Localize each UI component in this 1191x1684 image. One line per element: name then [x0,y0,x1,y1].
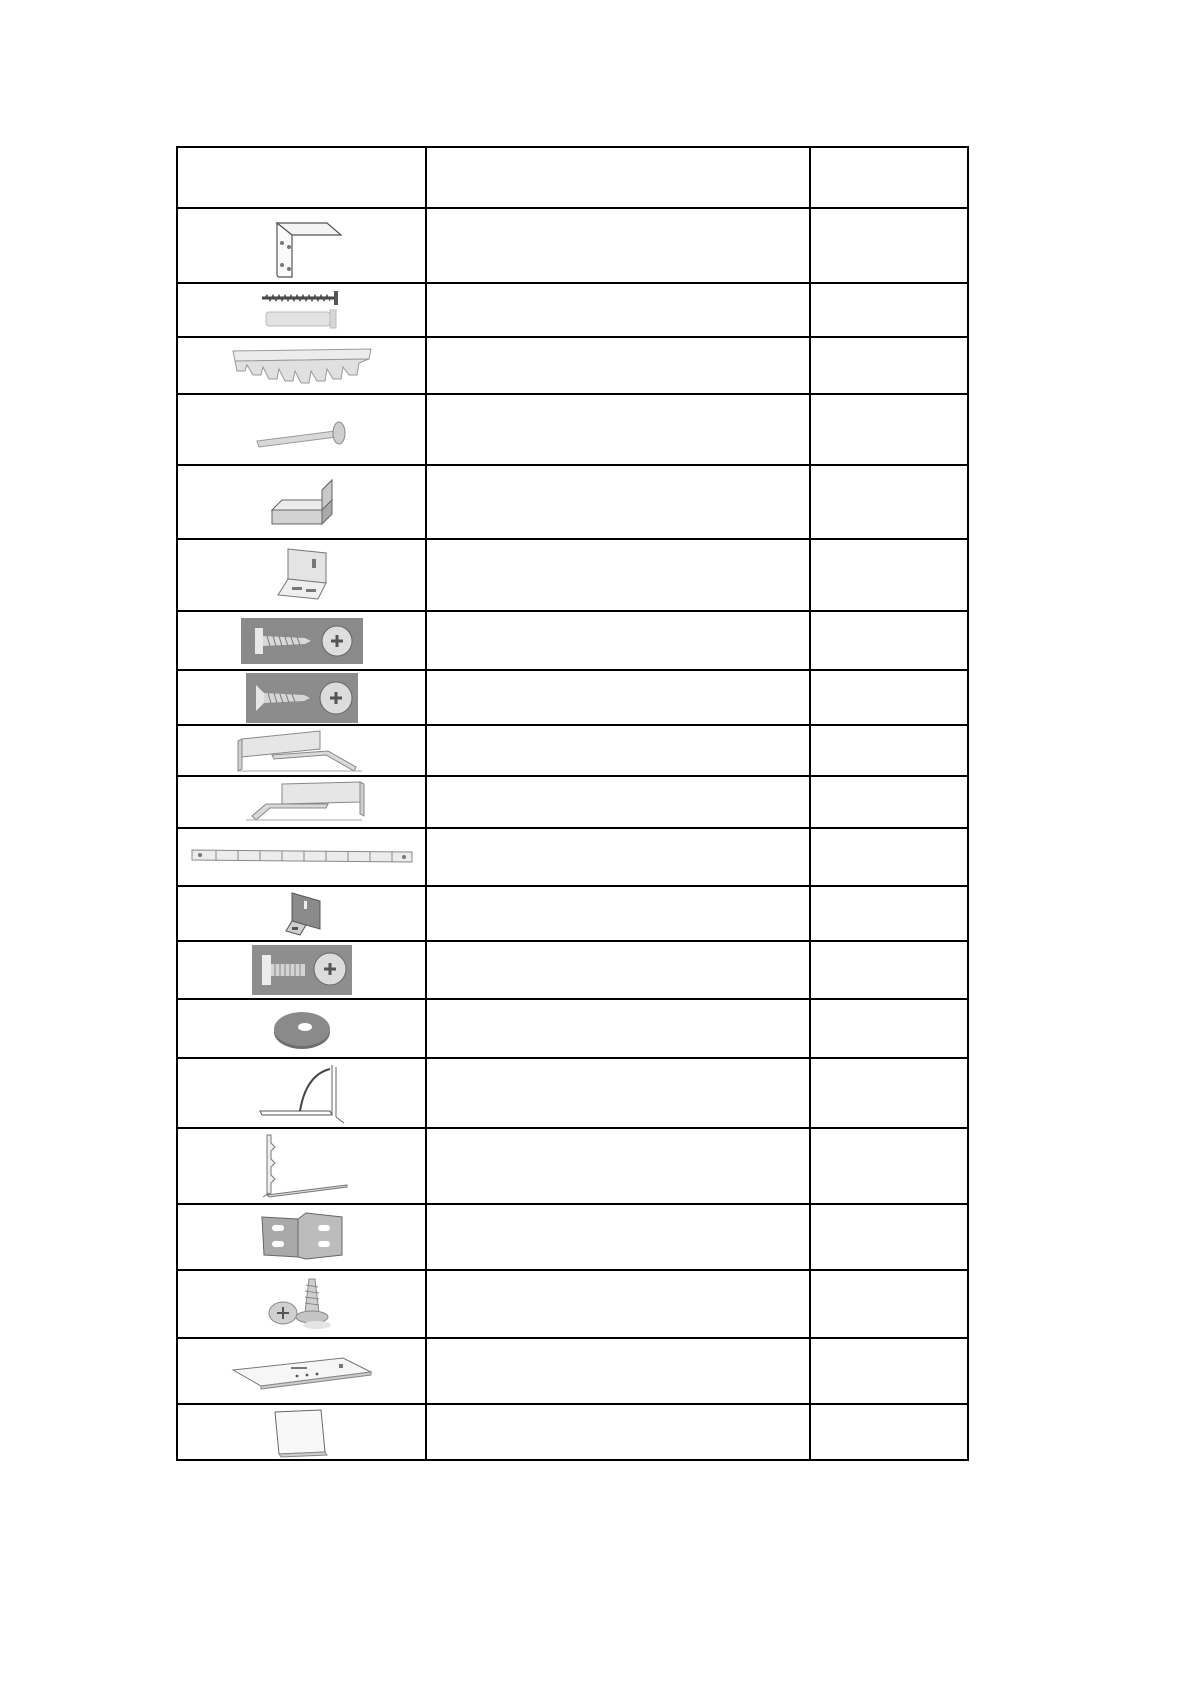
part-quantity-cell [810,776,968,828]
part-description-cell [426,337,810,394]
part-image-cell [177,999,426,1058]
part-image-cell [177,1338,426,1404]
part-quantity-cell [810,1270,968,1338]
table-row [177,670,968,725]
slotted-angle-bracket-icon [252,543,352,607]
part-quantity-cell [810,208,968,283]
part-image-cell [177,1128,426,1204]
part-quantity-cell [810,1204,968,1270]
part-description-cell [426,1270,810,1338]
part-description-cell [426,1128,810,1204]
part-description-cell [426,465,810,539]
part-description-cell [426,999,810,1058]
table-row [177,1128,968,1204]
part-image-cell [177,776,426,828]
long-bolt-icon [247,405,357,455]
part-image-cell [177,337,426,394]
notched-angle-profile-icon [247,1131,357,1201]
part-quantity-cell [810,283,968,337]
part-image-cell [177,1404,426,1460]
part-description-cell [426,670,810,725]
hook-rail-left-icon [232,727,372,775]
table-row [177,999,968,1058]
part-image-cell [177,670,426,725]
part-description-cell [426,283,810,337]
table-row [177,1058,968,1128]
table-row [177,465,968,539]
curved-corner-profile-icon [252,1061,352,1125]
part-description-cell [426,394,810,465]
table-row [177,1270,968,1338]
part-quantity-cell [810,886,968,941]
angle-block-icon [252,470,352,534]
part-image-cell [177,941,426,999]
table-row [177,394,968,465]
table-row [177,941,968,999]
part-description-cell [426,539,810,611]
part-description-cell [426,1204,810,1270]
part-image-cell [177,611,426,670]
flat-panel-plate-icon [227,1348,377,1394]
part-image-cell [177,1270,426,1338]
square-pad-icon [267,1406,337,1458]
part-quantity-cell [810,539,968,611]
part-description-cell [426,1058,810,1128]
part-quantity-cell [810,611,968,670]
part-quantity-cell [810,725,968,776]
part-image-cell [177,886,426,941]
hook-rail-right-icon [232,778,372,826]
small-slotted-bracket-icon [262,889,342,939]
table-row [177,1404,968,1460]
part-quantity-cell [810,337,968,394]
toothed-rack-strip-icon [227,341,377,391]
part-description-cell [426,208,810,283]
parts-table [176,146,969,1461]
header-description-cell [426,147,810,208]
part-image-cell [177,283,426,337]
hinge-plate-icon [252,1209,352,1265]
header-quantity-cell [810,147,968,208]
part-image-cell [177,1058,426,1128]
part-quantity-cell [810,1338,968,1404]
part-quantity-cell [810,941,968,999]
header-image-cell [177,147,426,208]
countersunk-screw-icon [246,673,358,723]
flat-bar-strip-icon [190,842,414,872]
part-quantity-cell [810,999,968,1058]
l-bracket-icon [257,211,347,281]
part-description-cell [426,941,810,999]
table-row [177,539,968,611]
part-quantity-cell [810,1404,968,1460]
part-image-cell [177,208,426,283]
table-row [177,611,968,670]
table-row [177,208,968,283]
table-row [177,776,968,828]
part-description-cell [426,1404,810,1460]
table-row [177,828,968,886]
table-row [177,337,968,394]
header-row [177,147,968,208]
self-tapping-screws-icon [257,1273,347,1335]
table-row [177,1338,968,1404]
part-description-cell [426,1338,810,1404]
part-image-cell [177,539,426,611]
part-quantity-cell [810,670,968,725]
part-image-cell [177,394,426,465]
part-description-cell [426,611,810,670]
part-image-cell [177,828,426,886]
part-description-cell [426,886,810,941]
table-row [177,886,968,941]
screw-and-wall-plug-icon [252,286,352,334]
part-quantity-cell [810,828,968,886]
part-quantity-cell [810,1058,968,1128]
table-row [177,725,968,776]
part-quantity-cell [810,394,968,465]
part-description-cell [426,828,810,886]
part-image-cell [177,465,426,539]
part-description-cell [426,776,810,828]
table-row [177,283,968,337]
part-quantity-cell [810,465,968,539]
flat-washer-icon [267,1004,337,1054]
machine-screw-icon [252,945,352,995]
pan-head-screw-icon [241,618,363,664]
table-row [177,1204,968,1270]
part-image-cell [177,725,426,776]
part-image-cell [177,1204,426,1270]
part-description-cell [426,725,810,776]
part-quantity-cell [810,1128,968,1204]
